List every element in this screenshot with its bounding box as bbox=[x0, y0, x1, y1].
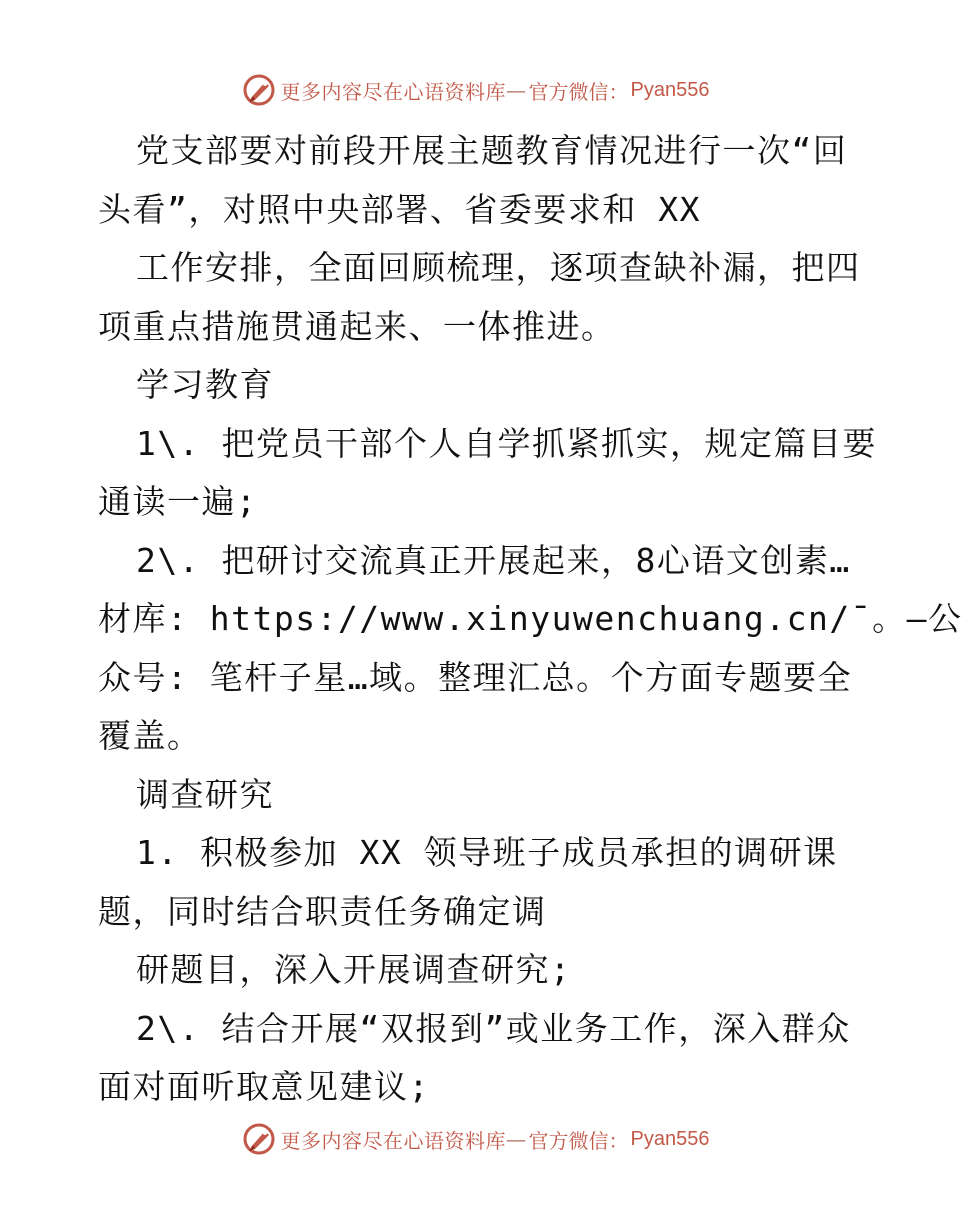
paragraph-line: 2\. 把研讨交流真正开展起来，8心语文创素… bbox=[136, 540, 851, 580]
header-banner bbox=[0, 70, 950, 110]
section-heading: 调查研究 bbox=[136, 774, 274, 814]
footer-banner bbox=[0, 1119, 950, 1159]
paragraph-line: 面对面听取意见建议; bbox=[98, 1067, 430, 1106]
banner-wechat-label: 官方微信： bbox=[528, 79, 629, 104]
banner-wechat-id: Pyan556 bbox=[630, 78, 710, 101]
banner-dash: — bbox=[506, 78, 527, 102]
pen-nib-logo-icon bbox=[241, 1121, 277, 1157]
paragraph-line: 2\. 结合开展“双报到”或业务工作，深入群众 bbox=[136, 1008, 851, 1048]
paragraph-line: 研题目，深入开展调查研究; bbox=[136, 950, 572, 989]
banner-wechat-label: 官方微信： bbox=[528, 1128, 629, 1153]
document-body bbox=[98, 122, 963, 1117]
section-heading: 学习教育 bbox=[136, 365, 274, 404]
paragraph-line: 题，同时结合职责任务确定调 bbox=[98, 891, 547, 931]
paragraph-line: 通读一遍; bbox=[98, 482, 258, 521]
paragraph-line: 工作安排，全面回顾梳理，逐项查缺补漏，把四 bbox=[136, 248, 861, 287]
paragraph-line: 1\. 把党员干部个人自学抓紧抓实，规定篇目要 bbox=[136, 423, 877, 463]
paragraph-line: 1. 积极参加 XX 领导班子成员承担的调研课 bbox=[136, 833, 838, 872]
banner-dash: — bbox=[506, 1127, 527, 1151]
pen-nib-logo-icon bbox=[241, 72, 277, 108]
paragraph-line: 覆盖。 bbox=[98, 716, 202, 755]
banner-wechat-id: Pyan556 bbox=[630, 1127, 710, 1150]
paragraph-line: 项重点措施贯通起来、一体推进。 bbox=[98, 306, 616, 346]
paragraph-line: 头看”，对照中央部署、省委要求和 XX bbox=[98, 189, 701, 229]
paragraph-line: 党支部要对前段开展主题教育情况进行一次“回 bbox=[136, 131, 848, 170]
paragraph-line: 众号: 笔杆子星…域。整理汇总。个方面专题要全 bbox=[98, 657, 853, 697]
paragraph-line: 材库: https://www.xinyuwenchuang.cn/¯。—公 bbox=[98, 599, 963, 638]
banner-text: 更多内容尽在心语资料库 bbox=[280, 79, 507, 104]
banner-text: 更多内容尽在心语资料库 bbox=[280, 1128, 507, 1153]
